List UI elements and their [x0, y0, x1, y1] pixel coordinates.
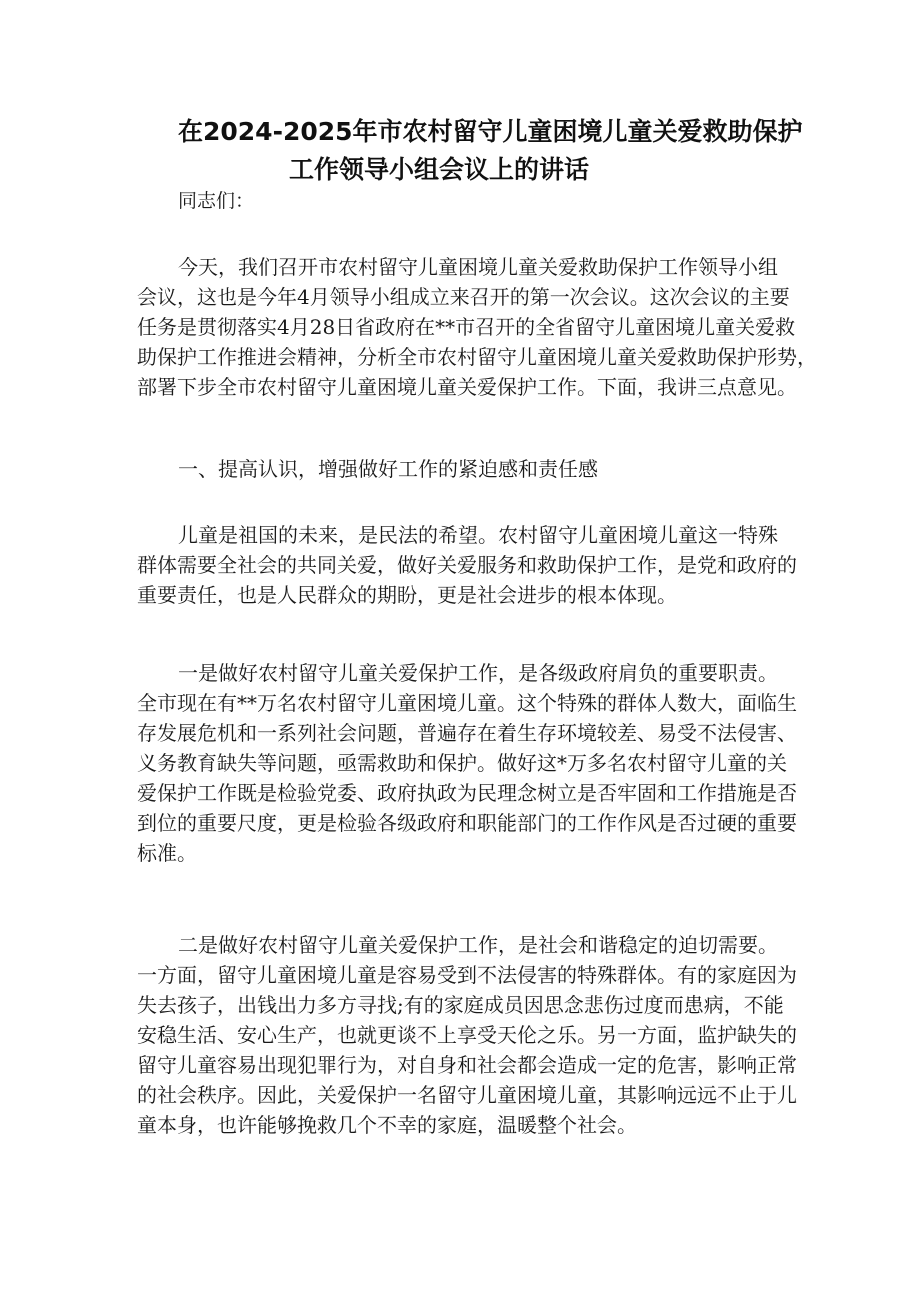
paragraph-line: 童本身，也许能够挽救几个不幸的家庭，温暖整个社会。	[137, 1113, 637, 1137]
paragraph-line: 安稳生活、安心生产，也就更谈不上享受天伦之乐。另一方面，监护缺失的	[137, 1023, 797, 1047]
paragraph-line: 重要责任，也是人民群众的期盼，更是社会进步的根本体现。	[137, 583, 677, 607]
section-heading-text: 一、提高认识，增强做好工作的紧迫感和责任感	[178, 457, 598, 481]
paragraph-line: 标准。	[137, 841, 197, 865]
paragraph-line: 义务教育缺失等问题，亟需救助和保护。做好这*万多名农村留守儿童的关	[137, 751, 787, 775]
document-title-line-1: 在2024-2025年市农村留守儿童困境儿童关爱救助保护	[178, 117, 803, 146]
document-title-line-2: 工作领导小组会议上的讲话	[289, 155, 590, 184]
paragraph-line: 一是做好农村留守儿童关爱保护工作，是各级政府肩负的重要职责。	[178, 661, 778, 685]
paragraph-line: 存发展危机和一系列社会问题，普遍存在着生存环境较差、易受不法侵害、	[137, 721, 797, 745]
paragraph-line: 到位的重要尺度，更是检验各级政府和职能部门的工作作风是否过硬的重要	[137, 811, 797, 835]
paragraph-line: 会议，这也是今年4月领导小组成立来召开的第一次会议。这次会议的主要	[137, 285, 790, 309]
paragraph-opening	[0, 252, 920, 402]
paragraph-point-two	[0, 930, 920, 1140]
paragraph-line: 助保护工作推进会精神，分析全市农村留守儿童困境儿童关爱救助保护形势，	[137, 345, 817, 369]
paragraph-line: 爱保护工作既是检验党委、政府执政为民理念树立是否牢固和工作措施是否	[137, 781, 797, 805]
paragraph-line: 全市现在有**万名农村留守儿童困境儿童。这个特殊的群体人数大，面临生	[137, 691, 797, 715]
paragraph-line: 儿童是祖国的未来，是民法的希望。农村留守儿童困境儿童这一特殊	[178, 523, 778, 547]
section-heading-1	[0, 454, 920, 484]
paragraph-line: 一方面，留守儿童困境儿童是容易受到不法侵害的特殊群体。有的家庭因为	[137, 963, 797, 987]
paragraph-children-future	[0, 520, 920, 610]
paragraph-point-one	[0, 658, 920, 868]
paragraph-line: 二是做好农村留守儿童关爱保护工作，是社会和谐稳定的迫切需要。	[178, 933, 778, 957]
paragraph-line: 失去孩子，出钱出力多方寻找;有的家庭成员因思念悲伤过度而患病，不能	[137, 993, 784, 1017]
paragraph-line: 群体需要全社会的共同关爱，做好关爱服务和救助保护工作，是党和政府的	[137, 553, 797, 577]
paragraph-line: 任务是贯彻落实4月28日省政府在**市召开的全省留守儿童困境儿童关爱救	[137, 315, 796, 339]
paragraph-line: 今天，我们召开市农村留守儿童困境儿童关爱救助保护工作领导小组	[178, 255, 778, 279]
salutation: 同志们：	[178, 190, 255, 212]
paragraph-line: 的社会秩序。因此，关爱保护一名留守儿童困境儿童，其影响远远不止于儿	[137, 1083, 797, 1107]
paragraph-line: 留守儿童容易出现犯罪行为，对自身和社会都会造成一定的危害，影响正常	[137, 1053, 797, 1077]
paragraph-line: 部署下步全市农村留守儿童困境儿童关爱保护工作。下面，我讲三点意见。	[137, 375, 797, 399]
